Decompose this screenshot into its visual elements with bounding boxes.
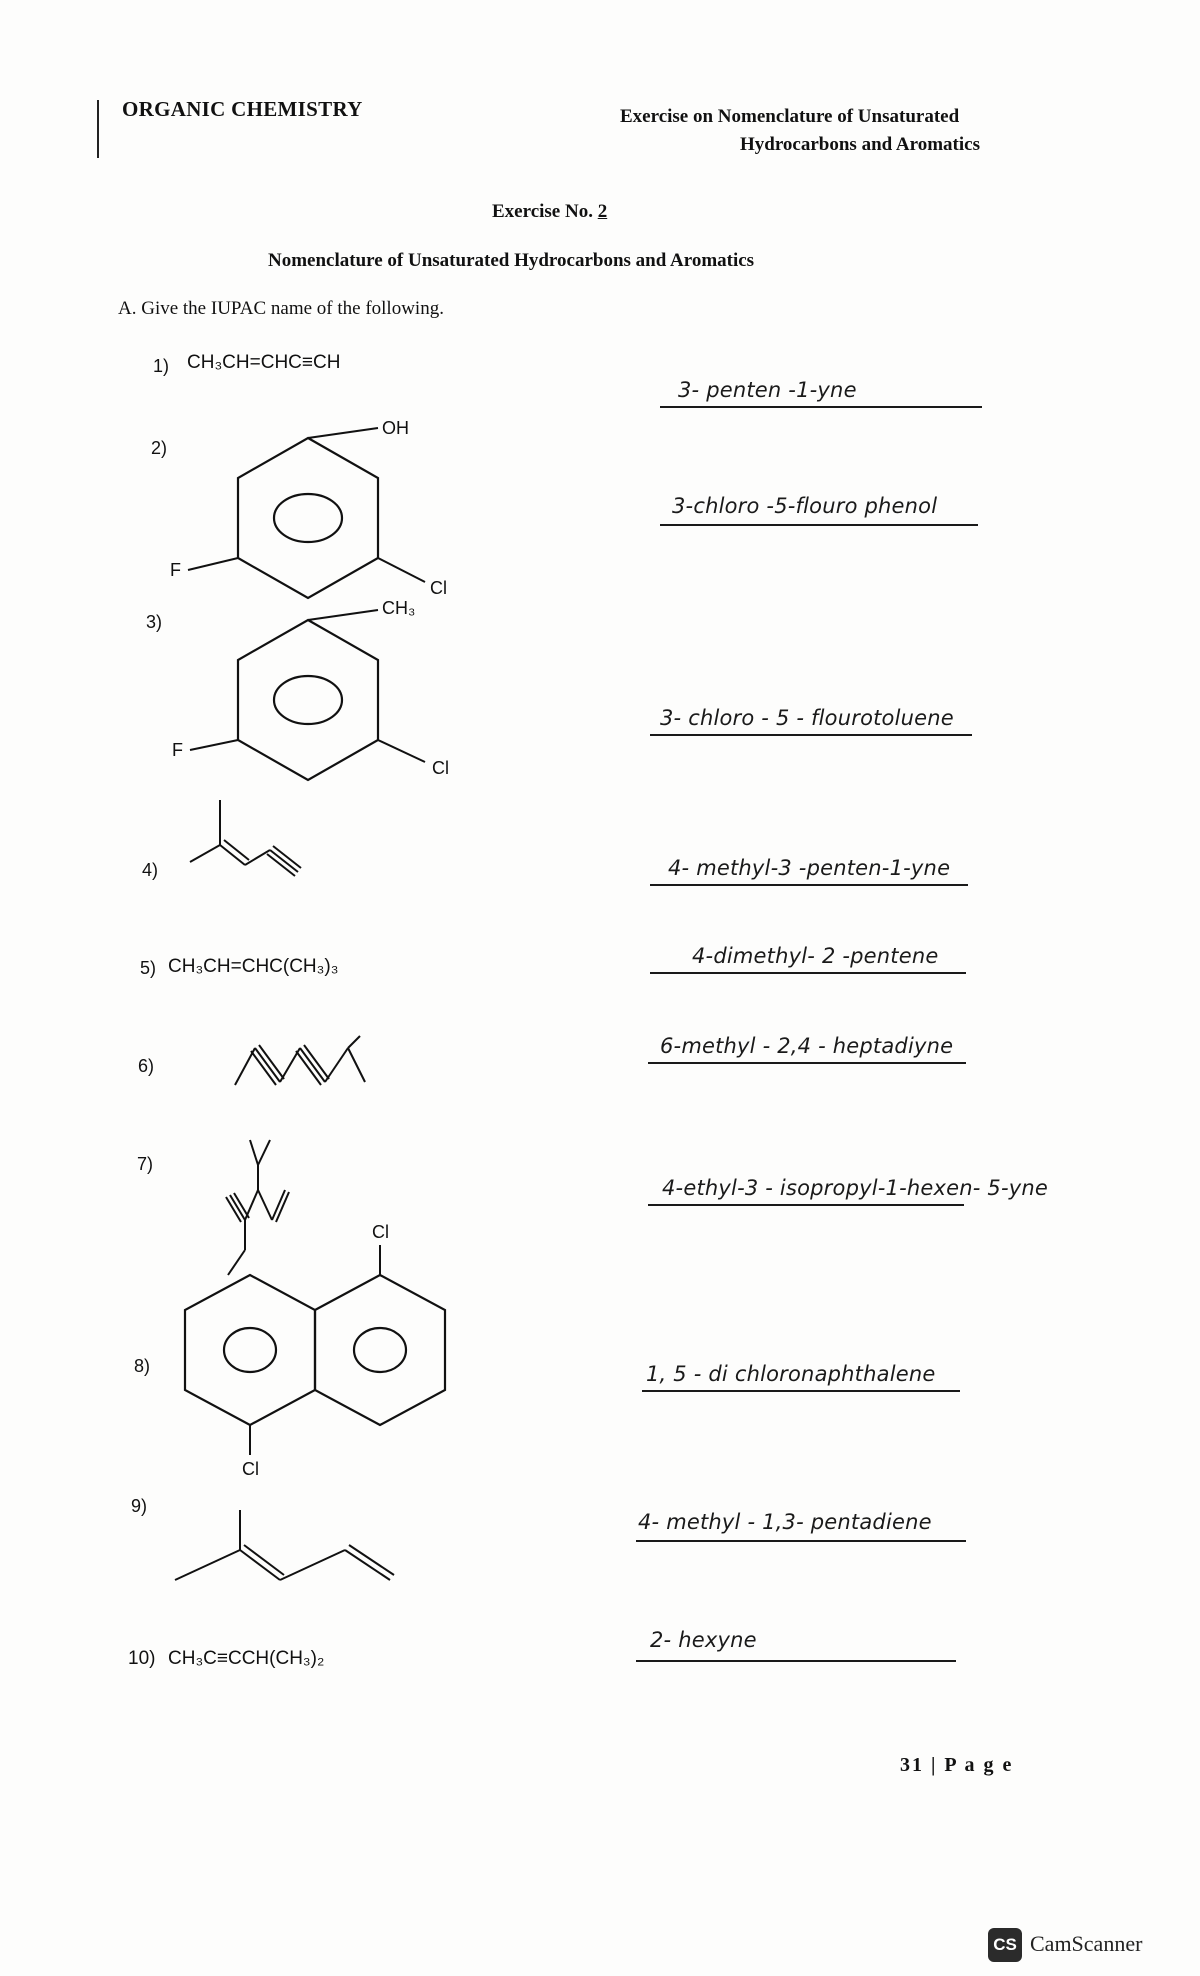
item-10-answer-line bbox=[636, 1660, 956, 1662]
page-number: 31 | P a g e bbox=[900, 1754, 1014, 1776]
item-10-formula: CH₃C≡CCH(CH₃)₂ bbox=[168, 1648, 325, 1669]
item-8-cl-top-label: Cl bbox=[372, 1222, 389, 1242]
item-8-number: 8) bbox=[134, 1356, 151, 1376]
item-6-number: 6) bbox=[138, 1056, 155, 1076]
item-8-answer: 1, 5 - di chloronaphthalene bbox=[646, 1362, 936, 1386]
item-7-answer-line bbox=[648, 1204, 964, 1206]
header-margin-bar bbox=[97, 100, 99, 158]
item-2-oh-label: OH bbox=[382, 418, 409, 438]
item-2-answer-line bbox=[660, 524, 978, 526]
item-3-ch3-label: CH₃ bbox=[382, 598, 416, 618]
item-8-cl-bottom-label: Cl bbox=[242, 1459, 259, 1479]
item-6-structure bbox=[230, 1040, 410, 1090]
item-5-number: 5) bbox=[140, 958, 157, 978]
item-7-answer: 4-ethyl-3 - isopropyl-1-hexen- 5-yne bbox=[662, 1176, 1049, 1200]
item-3-structure bbox=[160, 590, 460, 790]
item-3-answer: 3- chloro - 5 - flourotoluene bbox=[660, 706, 954, 730]
item-2-structure bbox=[160, 410, 460, 610]
item-1-answer-line bbox=[660, 406, 982, 408]
course-title: ORGANIC CHEMISTRY bbox=[122, 97, 363, 121]
item-4-structure bbox=[180, 790, 320, 900]
item-3-cl-label: Cl bbox=[432, 758, 449, 778]
item-5-answer: 4-dimethyl- 2 -pentene bbox=[692, 944, 939, 968]
item-10-number: 10) bbox=[128, 1648, 156, 1669]
exercise-label: Exercise No. bbox=[492, 201, 593, 222]
item-4-answer: 4- methyl-3 -penten-1-yne bbox=[668, 856, 951, 880]
item-6-answer-line bbox=[648, 1062, 966, 1064]
item-1-formula: CH₃CH=CHC≡CH bbox=[187, 352, 341, 373]
exercise-number bbox=[492, 201, 607, 223]
item-3-answer-line bbox=[650, 734, 972, 736]
item-9-structure bbox=[165, 1505, 425, 1605]
item-2-cl-label: Cl bbox=[430, 578, 447, 598]
item-9-number: 9) bbox=[131, 1496, 148, 1516]
item-5-formula: CH₃CH=CHC(CH₃)₃ bbox=[168, 956, 339, 977]
item-4-answer-line bbox=[650, 884, 968, 886]
item-7-number: 7) bbox=[137, 1154, 154, 1174]
item-8-answer-line bbox=[642, 1390, 960, 1392]
item-9-answer-line bbox=[636, 1540, 966, 1542]
item-3-f-label: F bbox=[172, 740, 183, 760]
item-3-number: 3) bbox=[146, 612, 163, 632]
header-topic-line1: Exercise on Nomenclature of Unsaturated bbox=[620, 106, 960, 127]
item-8-structure bbox=[170, 1222, 450, 1500]
item-9-answer: 4- methyl - 1,3- pentadiene bbox=[638, 1510, 932, 1534]
item-1-number: 1) bbox=[153, 356, 170, 376]
item-4-number: 4) bbox=[142, 860, 159, 880]
item-2-number: 2) bbox=[151, 438, 168, 458]
exercise-subtitle: Nomenclature of Unsaturated Hydrocarbons and Aromatics bbox=[268, 250, 755, 271]
item-2-f-label: F bbox=[170, 560, 181, 580]
item-1-answer: 3- penten -1-yne bbox=[678, 378, 857, 402]
instruction: A. Give the IUPAC name of the following. bbox=[118, 298, 444, 319]
camscanner-logo-icon: CS bbox=[988, 1928, 1022, 1962]
camscanner-watermark: CamScanner bbox=[1030, 1931, 1143, 1956]
header-topic-line2: Hydrocarbons and Aromatics bbox=[740, 134, 980, 155]
item-5-answer-line bbox=[650, 972, 966, 974]
item-2-answer: 3-chloro -5-flouro phenol bbox=[672, 494, 938, 518]
item-6-answer: 6-methyl - 2,4 - heptadiyne bbox=[660, 1034, 954, 1058]
exercise-number-value: 2 bbox=[597, 201, 608, 222]
item-10-answer: 2- hexyne bbox=[650, 1628, 757, 1652]
